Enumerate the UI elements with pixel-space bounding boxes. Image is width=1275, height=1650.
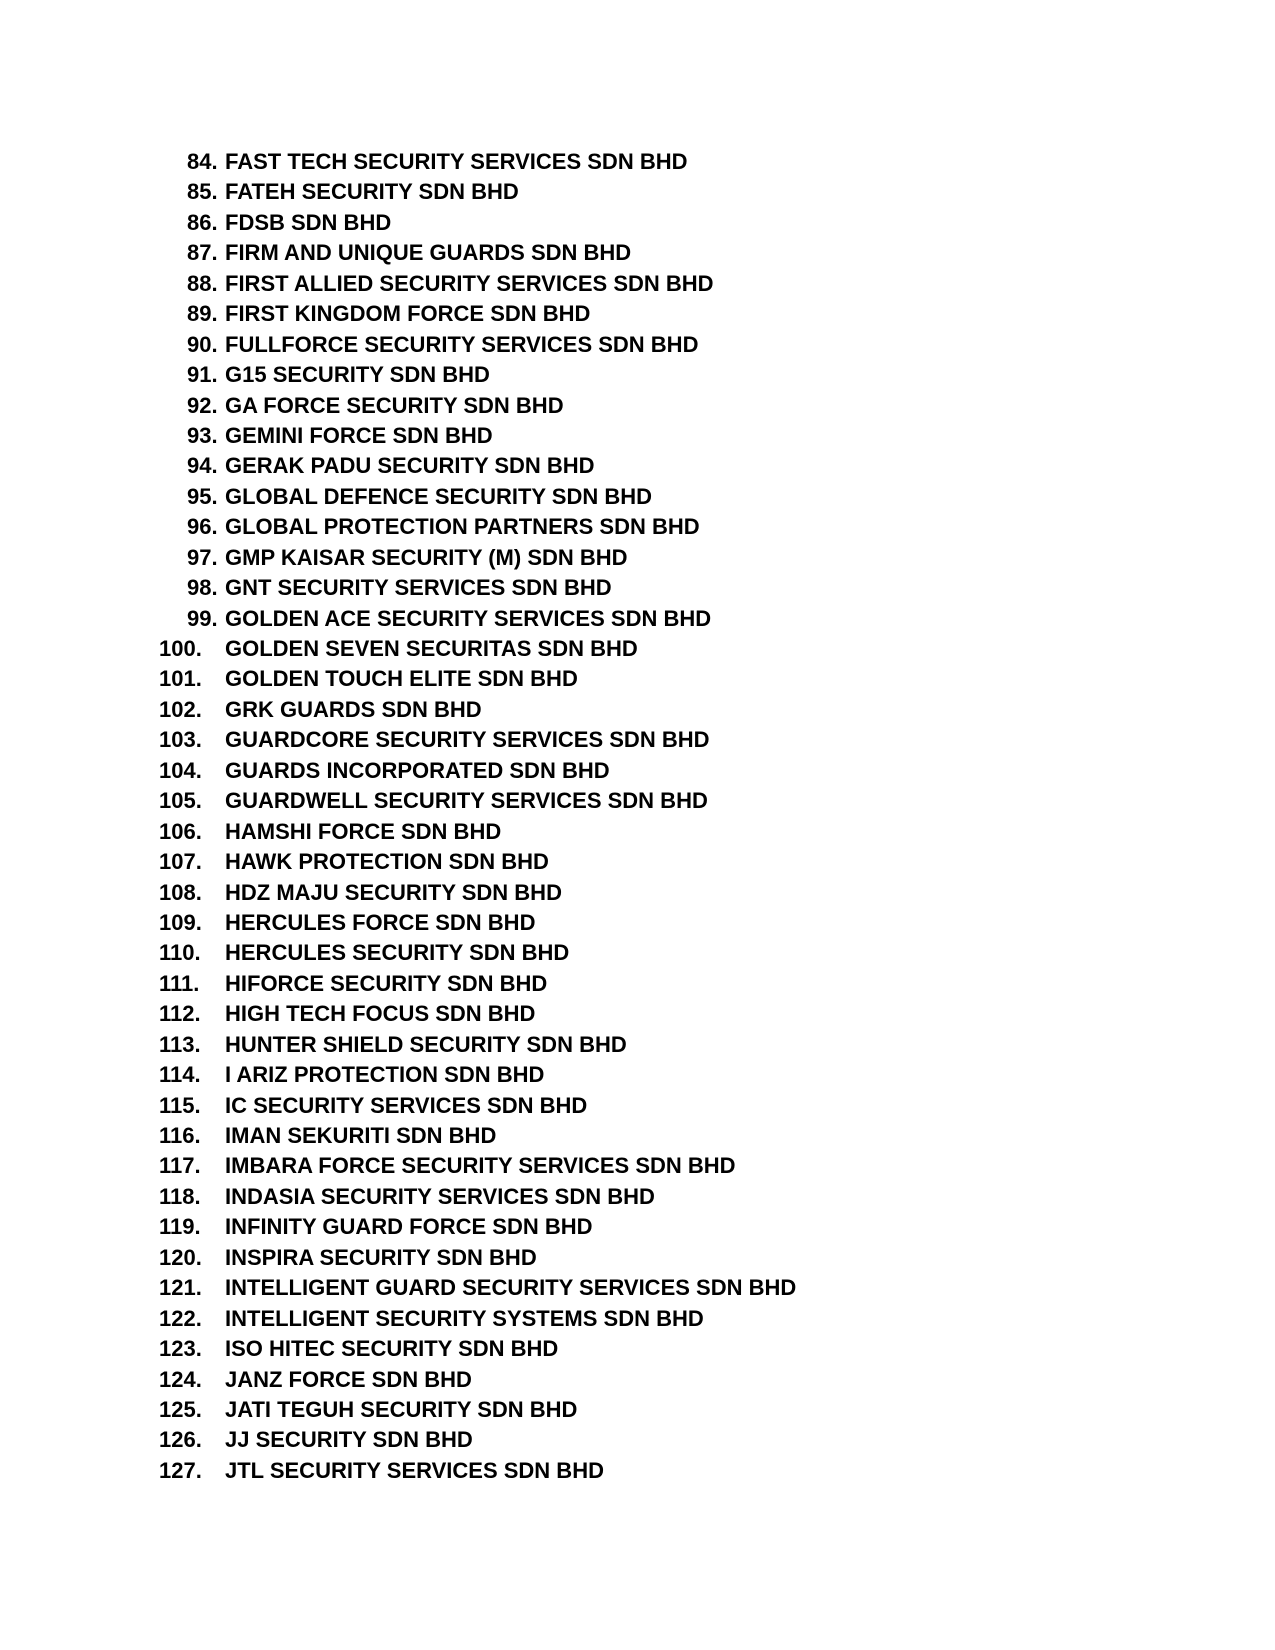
item-number: 91.	[187, 362, 218, 388]
company-name: I ARIZ PROTECTION SDN BHD	[225, 1062, 545, 1088]
item-number: 106.	[159, 818, 202, 844]
company-name: IMBARA FORCE SECURITY SERVICES SDN BHD	[225, 1153, 736, 1179]
company-name: GA FORCE SECURITY SDN BHD	[225, 392, 564, 418]
item-number: 96.	[187, 514, 218, 540]
item-number: 115.	[159, 1092, 201, 1118]
item-number: 114.	[159, 1062, 201, 1088]
item-number: 93.	[187, 422, 218, 448]
item-number: 118.	[159, 1183, 201, 1209]
company-name: GOLDEN TOUCH ELITE SDN BHD	[225, 666, 578, 692]
company-name: INSPIRA SECURITY SDN BHD	[225, 1244, 537, 1270]
company-name: GUARDS INCORPORATED SDN BHD	[225, 757, 610, 783]
item-number: 95.	[187, 483, 218, 509]
item-number: 113.	[159, 1031, 201, 1057]
company-name: HAMSHI FORCE SDN BHD	[225, 818, 502, 844]
item-number: 126.	[159, 1427, 202, 1453]
company-name: GLOBAL DEFENCE SECURITY SDN BHD	[225, 483, 653, 509]
company-name: FIRST KINGDOM FORCE SDN BHD	[225, 301, 591, 327]
company-name: HIGH TECH FOCUS SDN BHD	[225, 1001, 536, 1027]
item-number: 90.	[187, 331, 218, 357]
item-number: 127.	[159, 1457, 202, 1483]
company-name: IMAN SEKURITI SDN BHD	[225, 1123, 497, 1148]
item-number: 107.	[159, 849, 202, 875]
item-number: 111.	[159, 970, 200, 996]
company-name: GEMINI FORCE SDN BHD	[225, 422, 493, 448]
company-name: INDASIA SECURITY SERVICES SDN BHD	[225, 1183, 655, 1209]
item-number: 121.	[159, 1275, 202, 1301]
company-name: GRK GUARDS SDN BHD	[225, 696, 482, 722]
company-name: GUARDCORE SECURITY SERVICES SDN BHD	[225, 727, 710, 753]
item-number: 124.	[159, 1366, 202, 1392]
company-name: GNT SECURITY SERVICES SDN BHD	[225, 575, 612, 601]
company-name: G15 SECURITY SDN BHD	[225, 362, 490, 388]
item-number: 103.	[159, 727, 202, 753]
company-name: JTL SECURITY SERVICES SDN BHD	[225, 1457, 604, 1483]
item-number: 85.	[187, 179, 218, 205]
company-name: JANZ FORCE SDN BHD	[225, 1366, 472, 1392]
company-name: FDSB SDN BHD	[225, 209, 392, 235]
company-name: IC SECURITY SERVICES SDN BHD	[225, 1092, 588, 1118]
item-number: 87.	[187, 240, 218, 266]
company-name: FIRM AND UNIQUE GUARDS SDN BHD	[225, 240, 632, 266]
item-number: 97.	[187, 544, 218, 570]
company-name: HERCULES SECURITY SDN BHD	[225, 940, 570, 966]
company-name: GOLDEN SEVEN SECURITAS SDN BHD	[225, 636, 638, 661]
company-name: HUNTER SHIELD SECURITY SDN BHD	[225, 1031, 627, 1057]
item-number: 117.	[159, 1153, 201, 1179]
item-number: 110.	[159, 940, 201, 966]
item-number: 116.	[159, 1123, 201, 1148]
item-number: 94.	[187, 453, 218, 479]
item-number: 109.	[159, 909, 202, 935]
company-name: JATI TEGUH SECURITY SDN BHD	[225, 1396, 578, 1422]
company-name: FULLFORCE SECURITY SERVICES SDN BHD	[225, 331, 699, 357]
company-name: GERAK PADU SECURITY SDN BHD	[225, 453, 595, 479]
item-number: 123.	[159, 1336, 202, 1362]
company-name: HIFORCE SECURITY SDN BHD	[225, 970, 548, 996]
company-name: INTELLIGENT GUARD SECURITY SERVICES SDN BHD	[225, 1275, 797, 1301]
company-name: GOLDEN ACE SECURITY SERVICES SDN BHD	[225, 605, 712, 631]
company-name: INTELLIGENT SECURITY SYSTEMS SDN BHD	[225, 1305, 704, 1331]
company-name: HAWK PROTECTION SDN BHD	[225, 849, 549, 875]
item-number: 102.	[159, 696, 202, 722]
item-number: 92.	[187, 392, 218, 418]
company-name: FIRST ALLIED SECURITY SERVICES SDN BHD	[225, 270, 714, 296]
item-number: 99.	[187, 605, 218, 631]
item-number: 105.	[159, 788, 202, 814]
company-name: GUARDWELL SECURITY SERVICES SDN BHD	[225, 788, 708, 814]
item-number: 88.	[187, 270, 218, 296]
item-number: 119.	[159, 1214, 201, 1240]
company-name: FATEH SECURITY SDN BHD	[225, 179, 519, 205]
item-number: 101.	[159, 666, 202, 692]
company-name: JJ SECURITY SDN BHD	[225, 1427, 473, 1453]
company-name: GLOBAL PROTECTION PARTNERS SDN BHD	[225, 514, 700, 540]
company-name: HDZ MAJU SECURITY SDN BHD	[225, 879, 562, 905]
item-number: 108.	[159, 879, 202, 905]
company-name: GMP KAISAR SECURITY (M) SDN BHD	[225, 544, 628, 570]
item-number: 122.	[159, 1305, 202, 1331]
item-number: 100.	[159, 636, 202, 661]
item-number: 125.	[159, 1396, 202, 1422]
item-number: 104.	[159, 757, 202, 783]
item-number: 120.	[159, 1244, 202, 1270]
company-name: FAST TECH SECURITY SERVICES SDN BHD	[225, 149, 688, 174]
item-number: 86.	[187, 209, 218, 235]
company-name: INFINITY GUARD FORCE SDN BHD	[225, 1214, 593, 1240]
company-name: HERCULES FORCE SDN BHD	[225, 909, 536, 935]
company-name: ISO HITEC SECURITY SDN BHD	[225, 1336, 559, 1362]
item-number: 84.	[187, 149, 218, 174]
item-number: 98.	[187, 575, 218, 601]
item-number: 89.	[187, 301, 218, 327]
item-number: 112.	[159, 1001, 201, 1027]
